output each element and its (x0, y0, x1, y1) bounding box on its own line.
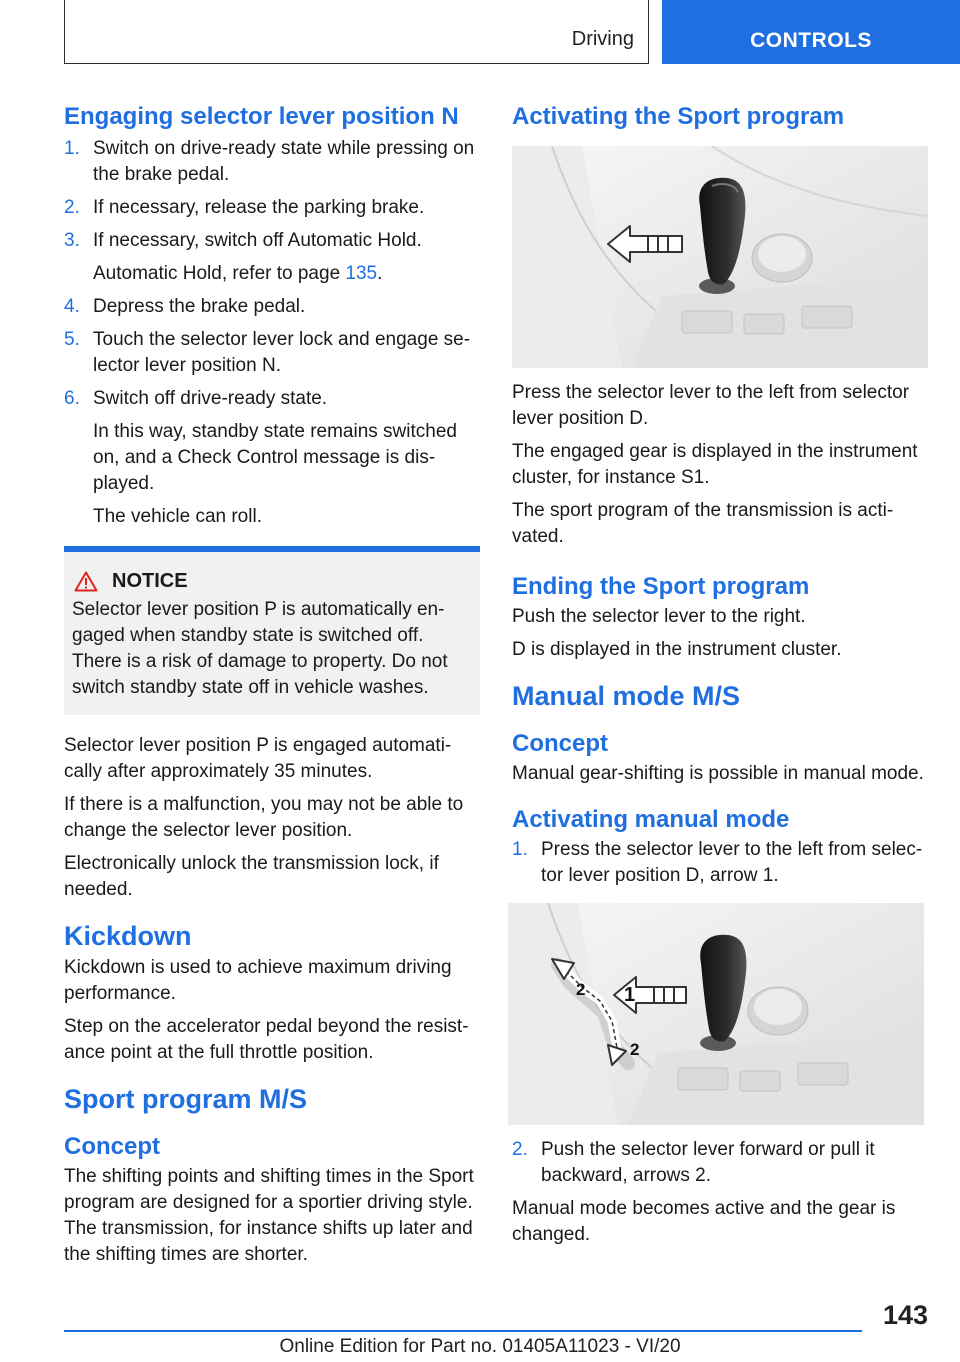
heading-activating-sport: Activating the Sport program (512, 103, 845, 130)
selector-lever-image (512, 146, 928, 368)
paragraph-manual-active: Manual mode becomes active and the gear is changed. (512, 1198, 896, 1245)
header-chapter-title: CONTROLS (750, 29, 872, 52)
step6-note-roll: The vehicle can roll. (93, 506, 262, 527)
heading-engaging-n: Engaging selector lever position N (64, 103, 459, 130)
right-column (512, 100, 928, 1255)
list-item (64, 195, 480, 221)
arrow-2-label-top: 2 (576, 980, 586, 999)
header-section-box (64, 0, 649, 64)
heading-kickdown: Kickdown (64, 921, 192, 951)
notice-text: Selector lever position P is automatically en‐gaged when standby state is switched off. (72, 599, 445, 646)
page-link[interactable]: 135 (345, 263, 378, 284)
step-number: 5. (64, 329, 80, 350)
list-item (64, 136, 480, 188)
paragraph-gear-displayed: The engaged gear is displayed in the instrument cluster, for instance S1. (512, 441, 918, 488)
paragraph-concept: The shifting points and shifting times in the Sport program are designed for a sportier driving style. The transmission, for instance shifts up later and the shifting times are shorter. (64, 1166, 474, 1265)
heading-manual-mode: Manual mode M/S (512, 681, 741, 711)
footer-rule (64, 1330, 862, 1332)
list-item (64, 386, 480, 412)
left-column (64, 100, 480, 1275)
paragraph-auto-p: Selector lever position P is engaged automati‐cally after approximately 35 minutes. (64, 735, 452, 782)
manual-mode-illustration (508, 903, 924, 1125)
notice-text-risk: There is a risk of damage to property. Do not switch standby state off in vehicle washes. (72, 651, 448, 698)
step-number: 2. (512, 1139, 528, 1160)
step-text: If necessary, switch off Automatic Hold. (93, 230, 422, 251)
list-item (512, 837, 928, 889)
heading-concept: Concept (64, 1133, 160, 1160)
step-text: Switch on drive-ready state while pressing on the brake pedal. (93, 138, 475, 185)
step-text: Touch the selector lever lock and engage se‐lector lever position N. (93, 329, 471, 376)
notice-title: NOTICE (112, 570, 188, 592)
steps-list (64, 136, 480, 530)
notice-header (72, 570, 472, 593)
page-number: 143 (882, 1300, 928, 1330)
step-number: 1. (64, 138, 80, 159)
step-number: 4. (64, 296, 80, 317)
paragraph-push-right: Push the selector lever to the right. (512, 606, 806, 627)
step-text: Press the selector lever to the left from selec‐tor lever position D, arrow 1. (541, 839, 923, 886)
header-chapter-tab (662, 0, 960, 64)
paragraph-unlock: Electronically unlock the transmission lock, if needed. (64, 853, 439, 900)
manual-mode-image (508, 903, 924, 1125)
list-item (64, 228, 480, 254)
step-number: 1. (512, 839, 528, 860)
paragraph-malfunction: If there is a malfunction, you may not be able to change the selector lever position. (64, 794, 464, 841)
warning-triangle-icon (74, 571, 98, 592)
paragraph-manual-concept: Manual gear-shifting is possible in manual mode. (512, 763, 924, 784)
selector-lever-illustration (512, 146, 928, 368)
heading-ending-sport: Ending the Sport program (512, 573, 810, 600)
step-number: 3. (64, 230, 80, 251)
step-number: 2. (64, 197, 80, 218)
header-section-title: Driving (571, 28, 634, 50)
reference-end: . (377, 263, 383, 284)
step-text: Depress the brake pedal. (93, 296, 306, 317)
heading-concept-manual: Concept (512, 730, 608, 757)
step-text: Push the selector lever forward or pull it backward, arrows 2. (541, 1139, 875, 1186)
step-text: If necessary, release the parking brake. (93, 197, 425, 218)
step-text: Switch off drive-ready state. (93, 388, 328, 409)
reference-text: Automatic Hold, refer to page (93, 263, 346, 284)
list-item (64, 294, 480, 320)
paragraph-d-displayed: D is displayed in the instrument cluster. (512, 639, 842, 660)
edition-footer: Online Edition for Part no. 01405A11023 - VI/20 (279, 1336, 681, 1357)
arrow-1-label: 1 (624, 984, 636, 1006)
paragraph-sport-activated: The sport program of the transmission is acti‐vated. (512, 500, 894, 547)
paragraph-kickdown: Kickdown is used to achieve maximum driving performance. (64, 957, 452, 1004)
heading-activating-manual: Activating manual mode (512, 806, 790, 833)
notice-box (64, 546, 480, 715)
list-item (64, 327, 480, 379)
heading-sport-program: Sport program M/S (64, 1084, 308, 1114)
step3-reference (64, 261, 480, 287)
arrow-2-label-bottom: 2 (630, 1040, 640, 1059)
list-item (512, 1137, 928, 1189)
step-number: 6. (64, 388, 80, 409)
paragraph-kickdown-step: Step on the accelerator pedal beyond the resist‐ance point at the full throttle position. (64, 1016, 469, 1063)
paragraph-press-left: Press the selector lever to the left from selector lever position D. (512, 382, 910, 429)
step6-note: In this way, standby state remains switched on, and a Check Control message is dis‐played. (93, 421, 457, 494)
